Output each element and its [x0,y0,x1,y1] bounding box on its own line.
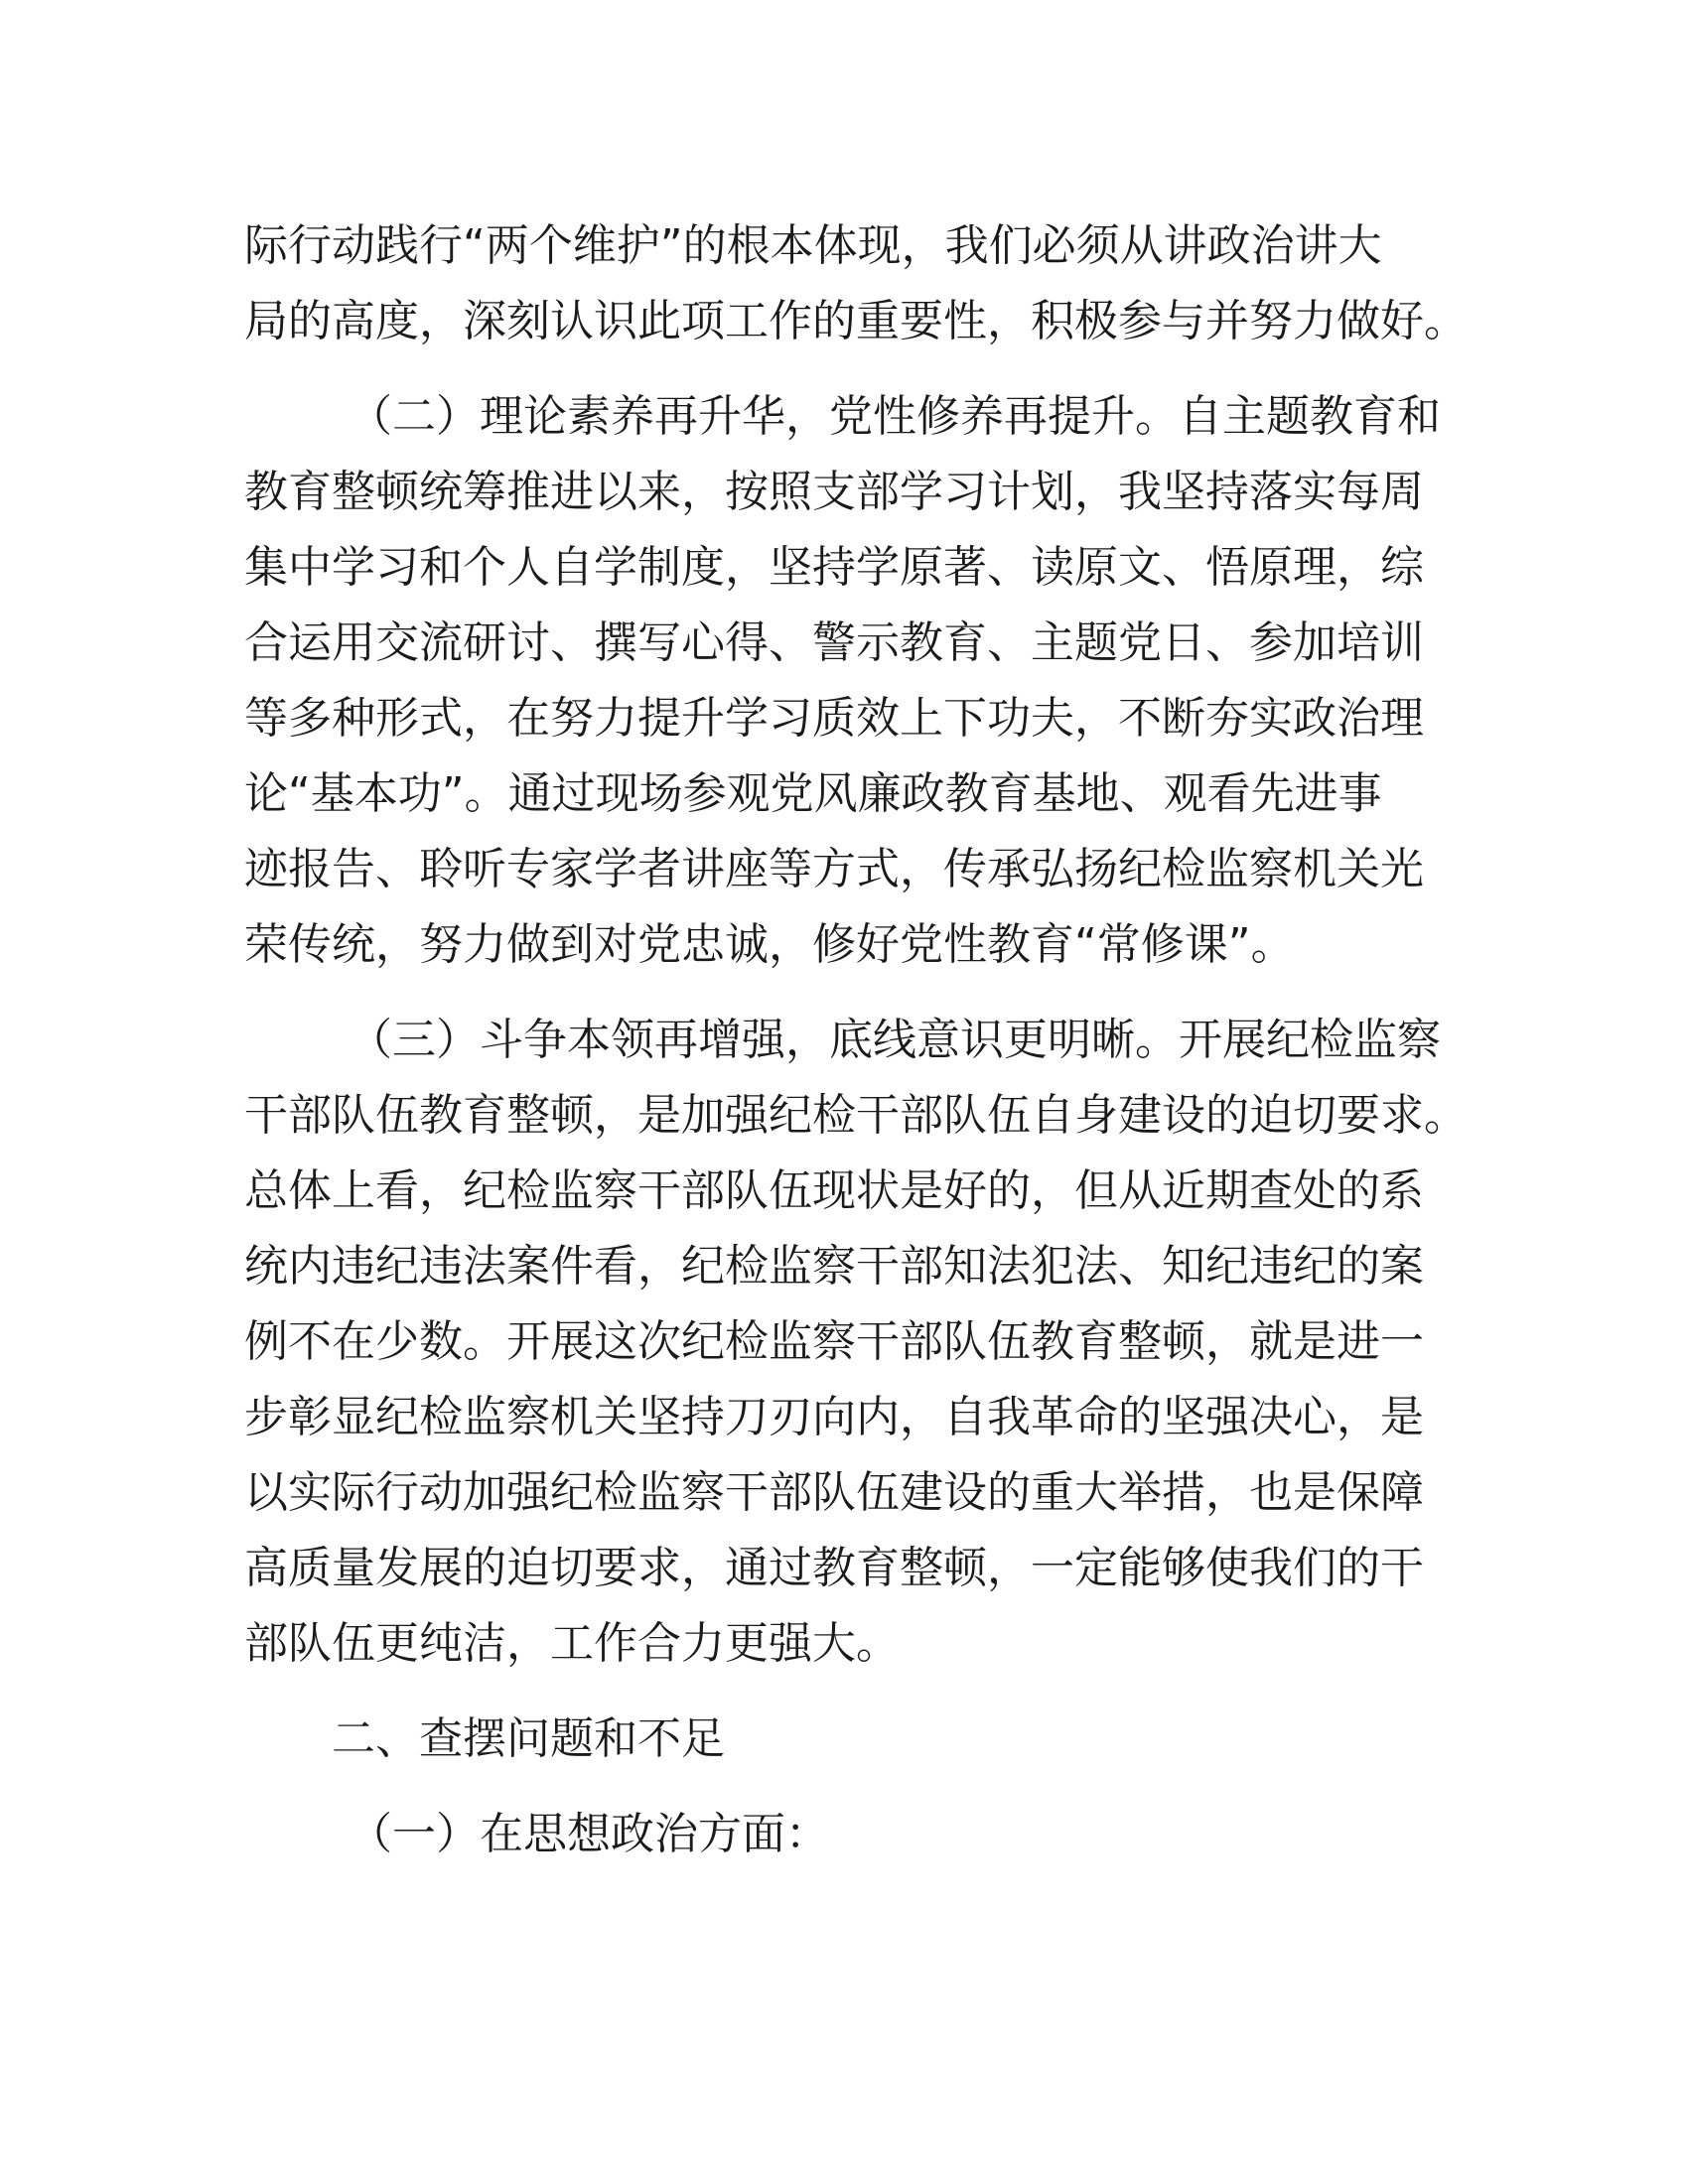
text-line: 荣传统，努力做到对党忠诚，修好党性教育“常修课”。 [244,919,1295,970]
text-line: 集中学习和个人自学制度，坚持学原著、读原文、悟原理，综 [244,542,1424,593]
text-line: 迹报告、聆听专家学者讲座等方式，传承弘扬纪检监察机关光 [244,844,1424,894]
paragraph-section-3 [244,1003,1468,1682]
text-line: 部队伍更纯洁，工作合力更强大。 [244,1618,900,1669]
paragraph-continued [244,208,1468,359]
document-body [244,208,1468,1872]
text-line: 例不在少数。开展这次纪检监察干部队伍教育整顿，就是进一 [244,1316,1424,1367]
paragraph-section-2 [244,379,1441,983]
subsection-heading: （一）在思想政治方面： [349,1809,829,1859]
text-line: 局的高度，深刻认识此项工作的重要性，积极参与并努力做好。 [244,296,1468,346]
text-line: 高质量发展的迫切要求，通过教育整顿，一定能够使我们的干 [244,1543,1424,1593]
text-line: 干部队伍教育整顿，是加强纪检干部队伍自身建设的迫切要求。 [244,1090,1468,1141]
section-heading: 二、查摆问题和不足 [332,1713,725,1764]
text-line: 以实际行动加强纪检监察干部队伍建设的重大举措，也是保障 [244,1467,1424,1518]
text-line: 统内违纪违法案件看，纪检监察干部知法犯法、知纪违纪的案 [244,1241,1424,1292]
text-line: 步彰显纪检监察机关坚持刀刃向内，自我革命的坚强决心，是 [244,1392,1424,1442]
text-line: 际行动践行“两个维护”的根本体现，我们必须从讲政治讲大 [244,220,1382,271]
text-line: （三）斗争本领再增强，底线意识更明晰。开展纪检监察 [349,1015,1441,1065]
text-line: （二）理论素养再升华，党性修养再提升。自主题教育和 [349,391,1441,442]
text-line: 总体上看，纪检监察干部队伍现状是好的，但从近期查处的系 [244,1165,1424,1216]
text-line: 教育整顿统筹推进以来，按照支部学习计划，我坚持落实每周 [244,467,1424,517]
text-line: 等多种形式，在努力提升学习质效上下功夫，不断夯实政治理 [244,693,1424,744]
text-line: 论“基本功”。通过现场参观党风廉政教育基地、观看先进事 [244,768,1382,819]
text-line: 合运用交流研讨、撰写心得、警示教育、主题党日、参加培训 [244,617,1424,668]
